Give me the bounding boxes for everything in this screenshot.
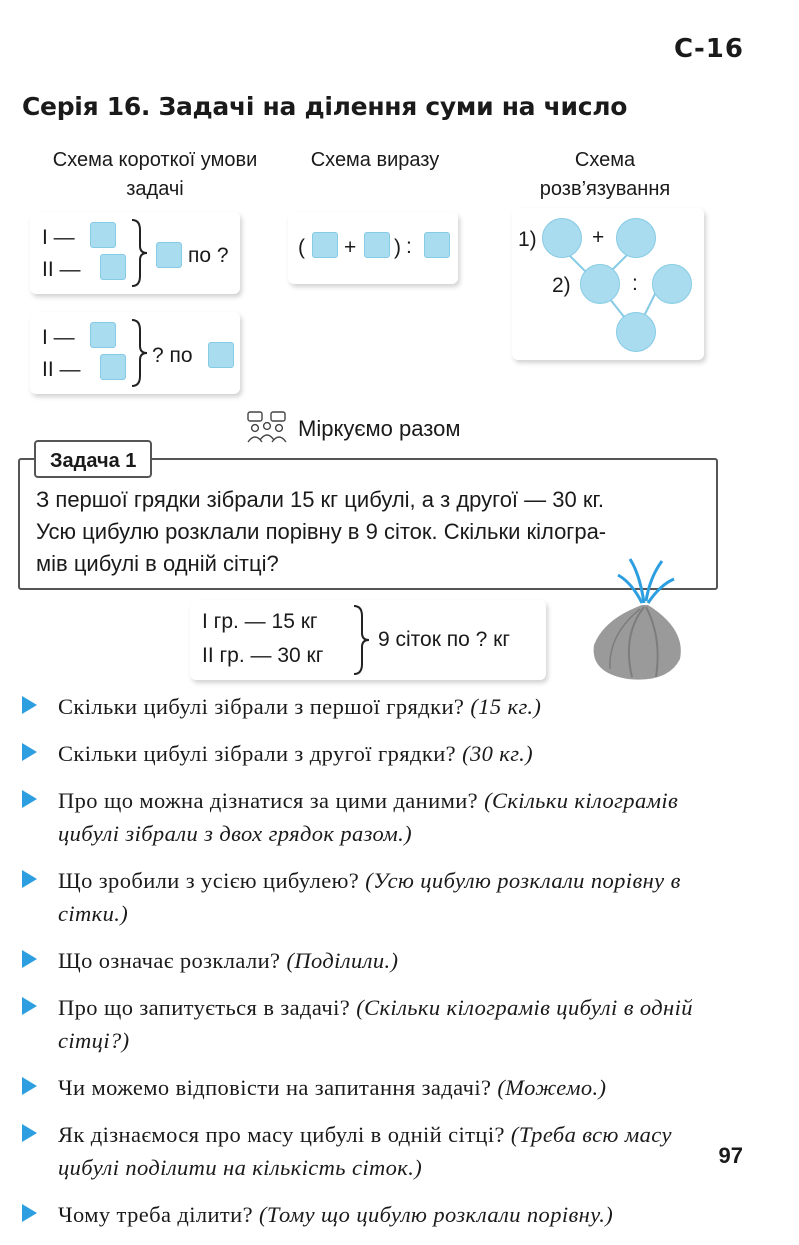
- task-label: Задача 1: [34, 440, 152, 478]
- input-box[interactable]: [90, 322, 116, 348]
- arrow-right-icon: [22, 790, 37, 808]
- task-line: З першої грядки зібрали 15 кг цибулі, а з другої — 30 кг.: [36, 487, 604, 512]
- condition-row-2: ІІ гр. — 30 кг: [202, 644, 324, 667]
- question-text: Що зробили з усією цибулею?: [58, 868, 360, 893]
- brace-icon: [350, 604, 372, 676]
- row2-label: ІІ —: [42, 258, 81, 281]
- colon-sign: :: [406, 235, 412, 258]
- condition-result: 9 сіток по ? кг: [378, 628, 511, 651]
- list-item: [22, 690, 732, 723]
- solution-card: [512, 208, 704, 360]
- arrow-right-icon: [22, 1124, 37, 1142]
- row2-label: ІІ —: [42, 358, 81, 381]
- input-box[interactable]: [100, 254, 126, 280]
- question-text: Скільки цибулі зібрали з другої грядки?: [58, 741, 457, 766]
- arrow-right-icon: [22, 743, 37, 761]
- arrow-right-icon: [22, 950, 37, 968]
- question-text: Про що можна дізнатися за цими даними?: [58, 788, 479, 813]
- group-discussion-icon: [244, 410, 290, 446]
- onion-icon: [582, 555, 692, 683]
- input-box[interactable]: [312, 232, 338, 258]
- answer-text: (Треба всю масу цибулі поділити на кількість сіток.): [58, 1122, 672, 1180]
- plus-sign: +: [592, 226, 605, 249]
- answer-text: (30 кг.): [462, 741, 534, 766]
- list-item: [22, 1198, 732, 1231]
- answer-circle[interactable]: [580, 264, 620, 304]
- input-box[interactable]: [90, 222, 116, 248]
- short-condition-label: Схема короткої умови задачі: [52, 149, 258, 200]
- arrow-right-icon: [22, 997, 37, 1015]
- arrow-right-icon: [22, 1077, 37, 1095]
- arrow-right-icon: [22, 696, 37, 714]
- page-number: 97: [718, 1143, 743, 1168]
- list-item: [22, 1071, 732, 1104]
- answer-circle[interactable]: [616, 218, 656, 258]
- answer-text: (Усю цибулю розклали порівну в сітки.): [58, 868, 681, 926]
- paren-close: ): [394, 236, 401, 259]
- question-text: Про що запитується в задачі?: [58, 995, 351, 1020]
- solution-label: Схема розв’язування: [539, 149, 671, 200]
- row1-label: І —: [42, 326, 75, 349]
- task-condition-card: [190, 600, 546, 680]
- condition-row-1: І гр. — 15 кг: [202, 610, 318, 633]
- expression-label: Схема виразу: [310, 149, 440, 171]
- input-box[interactable]: [424, 232, 450, 258]
- answer-circle[interactable]: [652, 264, 692, 304]
- answer-text: (Скільки кілограмів цибулі зібрали з двох грядок разом.): [58, 788, 679, 846]
- series-code: С-16: [673, 34, 744, 64]
- arrow-right-icon: [22, 1204, 37, 1222]
- short-condition-card-2: [30, 312, 240, 394]
- list-item: [22, 864, 732, 930]
- answer-circle[interactable]: [616, 312, 656, 352]
- step1-label: 1): [518, 228, 537, 251]
- series-title: Серія 16. Задачі на ділення суми на число: [22, 92, 628, 121]
- input-box[interactable]: [364, 232, 390, 258]
- row1-label: І —: [42, 226, 75, 249]
- question-po: ? по: [152, 344, 193, 367]
- expression-card: [288, 212, 458, 284]
- brace-icon: [128, 218, 150, 288]
- question-text: Чому треба ділити?: [58, 1202, 253, 1227]
- list-item: [22, 991, 732, 1057]
- step2-label: 2): [552, 274, 571, 297]
- list-item: [22, 737, 732, 770]
- short-condition-card-1: [30, 212, 240, 294]
- plus-sign: +: [344, 236, 357, 259]
- list-item: [22, 1118, 732, 1184]
- list-item: [22, 784, 732, 850]
- po-question: по ?: [188, 244, 229, 267]
- question-text: Як дізнаємося про масу цибулі в одній сітці?: [58, 1122, 505, 1147]
- answer-text: (Скільки кілограмів цибулі в одній сітці?): [58, 995, 693, 1053]
- answer-text: (Можемо.): [497, 1075, 607, 1100]
- task-line: мів цибулі в одній сітці?: [36, 551, 279, 576]
- input-box[interactable]: [100, 354, 126, 380]
- answer-text: (15 кг.): [470, 694, 542, 719]
- task-line: Усю цибулю розклали порівну в 9 сіток. Скільки кілогра-: [36, 519, 607, 544]
- arrow-right-icon: [22, 870, 37, 888]
- question-list: [22, 690, 732, 1245]
- input-box[interactable]: [156, 242, 182, 268]
- answer-text: (Поділили.): [286, 948, 399, 973]
- list-item: [22, 944, 732, 977]
- answer-text: (Тому що цибулю розклали порівну.): [259, 1202, 614, 1227]
- answer-circle[interactable]: [542, 218, 582, 258]
- input-box[interactable]: [208, 342, 234, 368]
- paren-open: (: [298, 236, 305, 259]
- question-text: Скільки цибулі зібрали з першої грядки?: [58, 694, 465, 719]
- brace-icon: [128, 318, 150, 388]
- colon-sign: :: [632, 272, 638, 295]
- question-text: Чи можемо відповісти на запитання задачі?: [58, 1075, 492, 1100]
- question-text: Що означає розклали?: [58, 948, 281, 973]
- discussion-label: Міркуємо разом: [298, 416, 461, 441]
